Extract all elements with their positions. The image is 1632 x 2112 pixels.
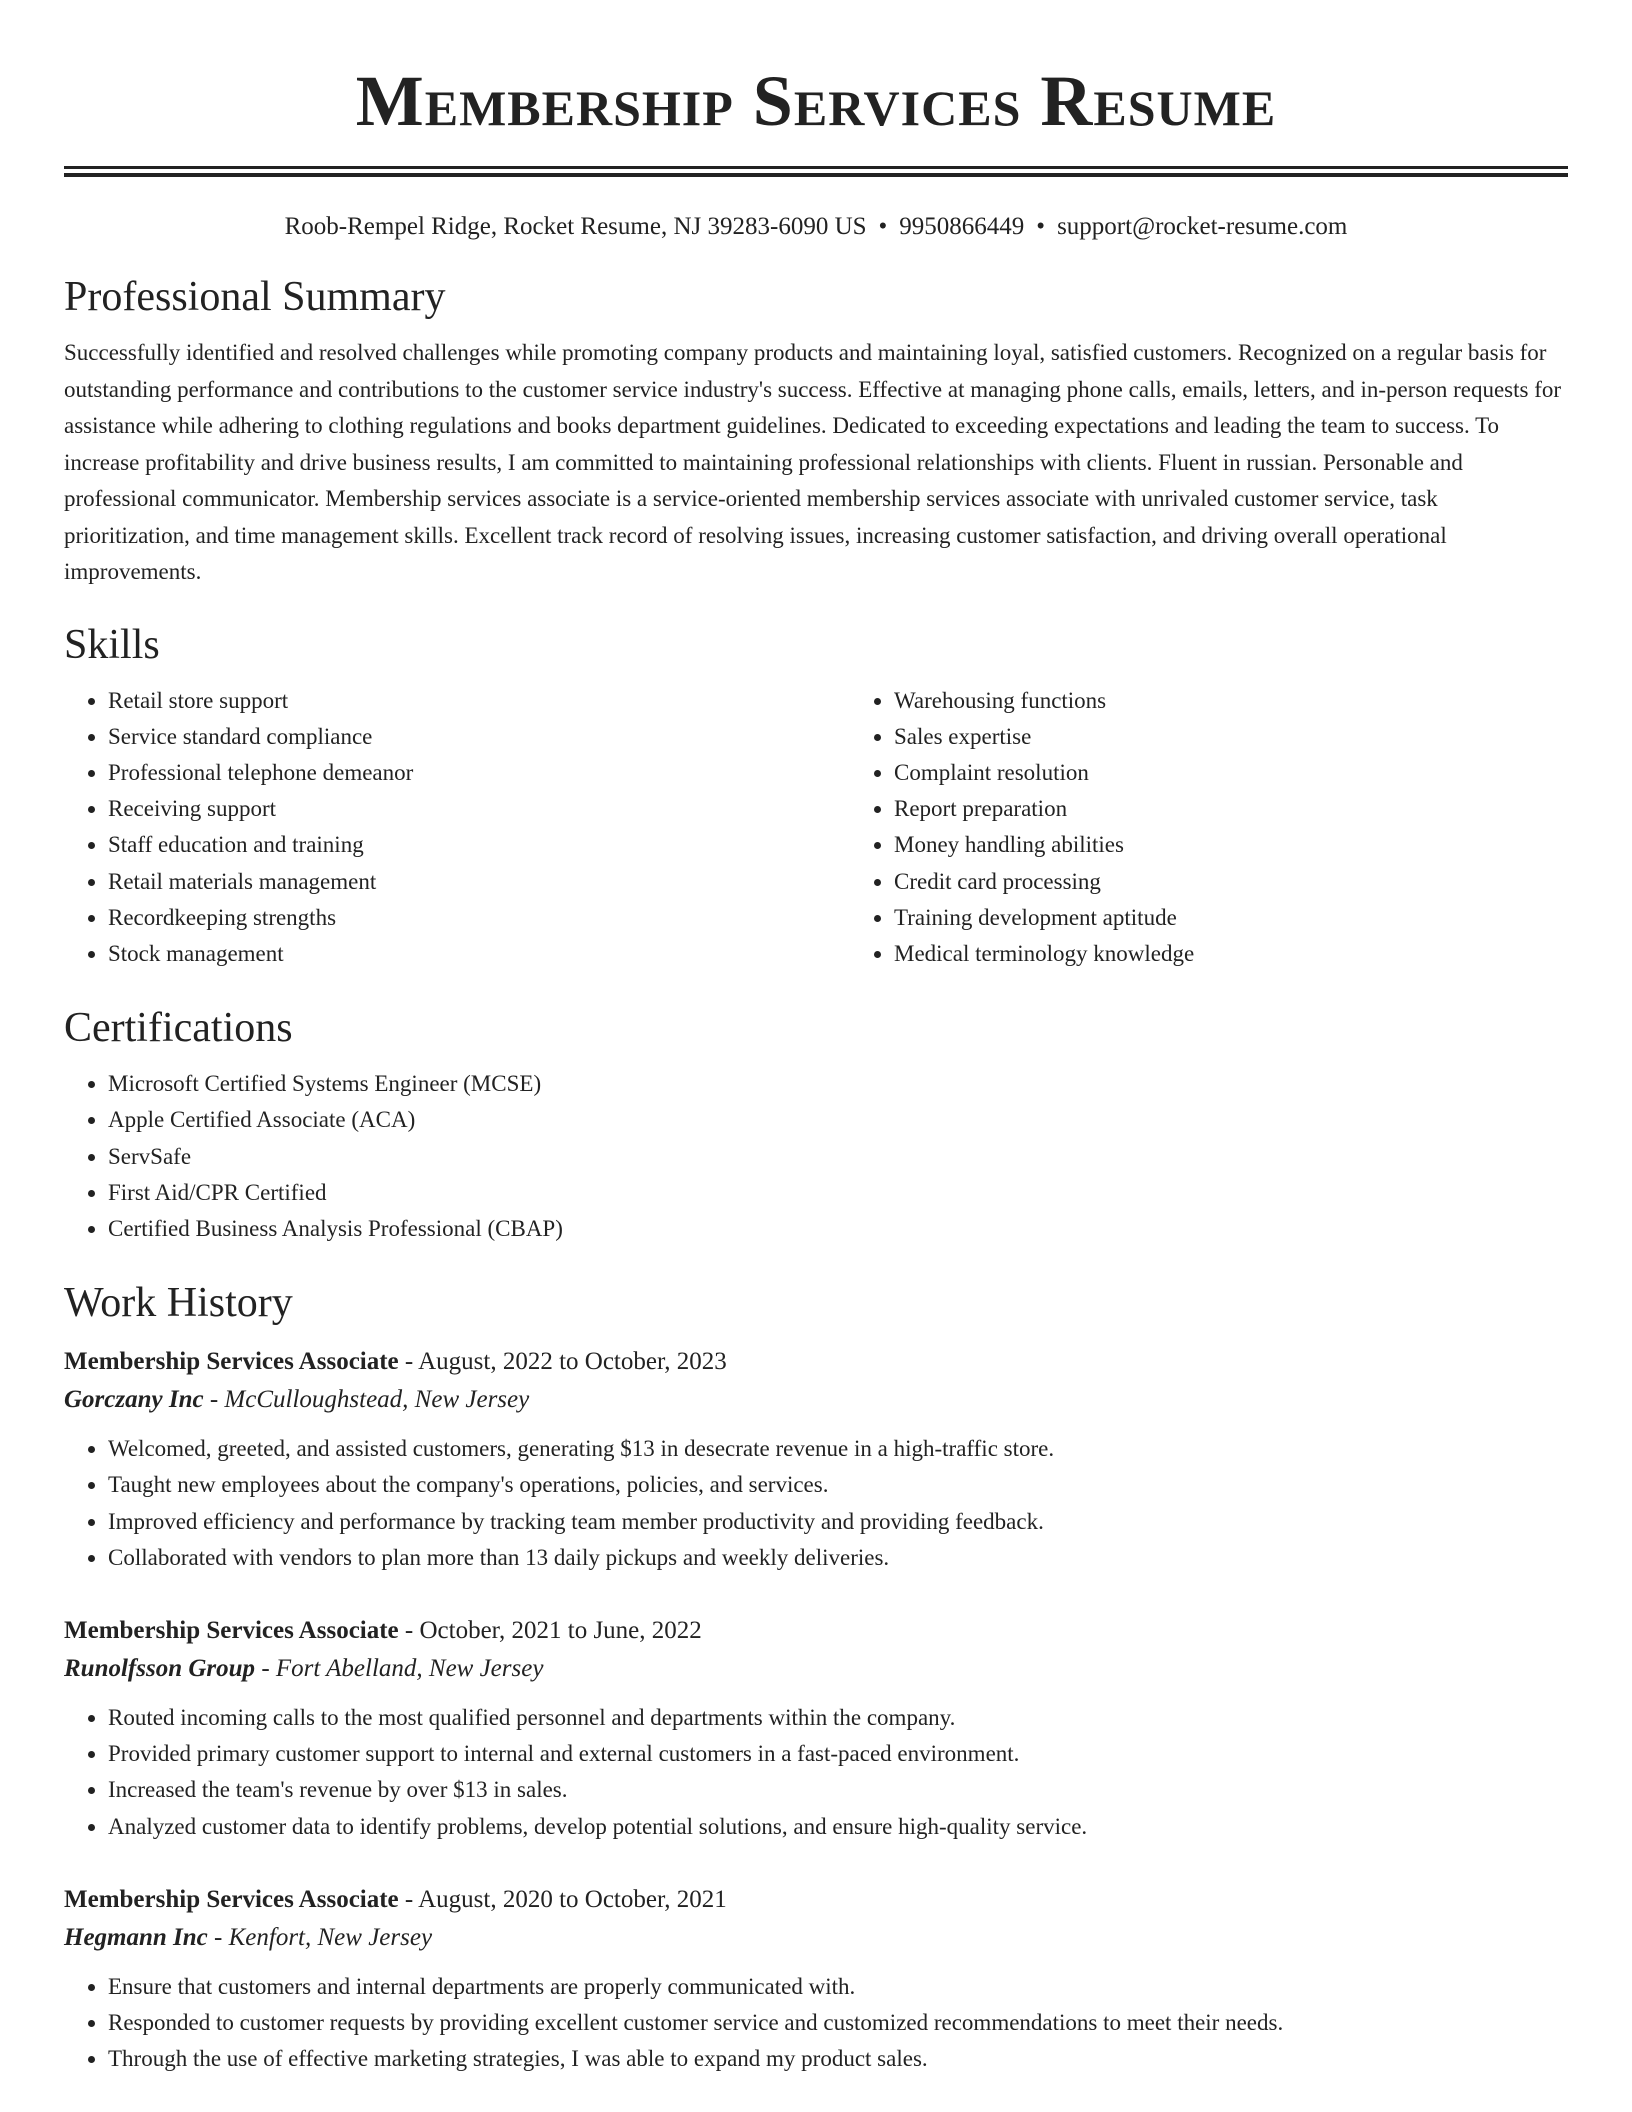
job-company: Hegmann Inc <box>64 1923 208 1951</box>
job-title-line <box>64 1612 1568 1650</box>
summary-section <box>64 271 1568 591</box>
certification-item: • Apple Certified Associate (ACA) <box>108 1102 1568 1138</box>
skill-item: • Money handling abilities <box>894 827 1632 863</box>
contact-separator: • <box>878 213 888 240</box>
skill-item: • Training development aptitude <box>894 900 1632 936</box>
certifications-section <box>64 1002 1568 1247</box>
job-duties-list <box>64 1700 1568 1845</box>
skill-item: • Sales expertise <box>894 719 1632 755</box>
job-entry <box>64 1343 1568 1576</box>
job-duties-list <box>64 1969 1568 2078</box>
skill-item: • Retail materials management <box>108 864 850 900</box>
skill-item: • Receiving support <box>108 791 850 827</box>
job-duty-item: • Improved efficiency and performance by tracking team member productivity and providing feedback. <box>108 1504 1568 1540</box>
certification-item: • First Aid/CPR Certified <box>108 1175 1568 1211</box>
summary-text: Successfully identified and resolved challenges while promoting company products and maintaining loyal, satisfied customers. Recognized on a regular basis for outstanding performance and contributions to the customer service industry's success. Effective at managing phone calls, emails, letters, and in-person requests for assistance while adhering to clothing regulations and books department guidelines. Dedicated to exceeding expectations and leading the team to success. To increase profitability and drive business results, I am committed to maintaining professional relationships with clients. Fluent in russian. Personable and professional communicator. Membership services associate is a service-oriented membership services associate with unrivaled customer service, task prioritization, and time management skills. Excellent track record of resolving issues, increasing customer satisfaction, and driving overall operational improvements. <box>64 340 1562 584</box>
skill-item: • Staff education and training <box>108 827 850 863</box>
skill-item: • Warehousing functions <box>894 683 1632 719</box>
skills-list-right <box>850 683 1632 973</box>
skill-item: • Professional telephone demeanor <box>108 755 850 791</box>
job-duty-item: • Through the use of effective marketing strategies, I was able to expand my product sales. <box>108 2041 1568 2077</box>
certifications-heading: Certifications <box>64 1005 293 1052</box>
skill-item: • Retail store support <box>108 683 850 719</box>
job-title-line <box>64 1343 1568 1381</box>
job-entry <box>64 1881 1568 2078</box>
job-company: Gorczany Inc <box>64 1386 204 1414</box>
job-duty-item: • Analyzed customer data to identify problems, develop potential solutions, and ensure high-quality service. <box>108 1809 1568 1845</box>
job-dates: - August, 2022 to October, 2023 <box>398 1348 727 1376</box>
skills-columns <box>64 683 1568 973</box>
contact-separator: • <box>1036 213 1046 240</box>
job-title-line <box>64 1881 1568 1919</box>
job-location: - Fort Abelland, New Jersey <box>255 1654 544 1682</box>
skills-heading: Skills <box>64 621 160 668</box>
job-duties-list <box>64 1431 1568 1576</box>
skills-section <box>64 619 1568 973</box>
job-duty-item: • Welcomed, greeted, and assisted customers, generating $13 in desecrate revenue in a high-traffic store. <box>108 1431 1568 1467</box>
job-dates: - October, 2021 to June, 2022 <box>398 1616 702 1644</box>
certification-item: • Microsoft Certified Systems Engineer (MCSE) <box>108 1066 1568 1102</box>
contact-email: support@rocket-resume.com <box>1057 213 1348 240</box>
skill-item: • Report preparation <box>894 791 1632 827</box>
job-role: Membership Services Associate <box>64 1885 399 1913</box>
contact-phone: 9950866449 <box>899 213 1025 240</box>
skill-item: • Stock management <box>108 936 850 972</box>
job-company-line <box>64 1919 1568 1957</box>
job-duty-item: • Routed incoming calls to the most qualified personnel and departments within the company. <box>108 1700 1568 1736</box>
page-title: Membership Services Resume <box>355 61 1277 141</box>
job-dates: - August, 2020 to October, 2021 <box>398 1885 727 1913</box>
skill-item: • Service standard compliance <box>108 719 850 755</box>
skill-item: • Complaint resolution <box>894 755 1632 791</box>
skill-item: • Medical terminology knowledge <box>894 936 1632 972</box>
job-role: Membership Services Associate <box>64 1348 399 1376</box>
job-location: - McCulloughstead, New Jersey <box>203 1386 530 1414</box>
job-role: Membership Services Associate <box>64 1616 399 1644</box>
work-history-heading: Work History <box>64 1280 293 1327</box>
job-entry <box>64 1612 1568 1845</box>
job-duty-item: • Ensure that customers and internal departments are properly communicated with. <box>108 1969 1568 2005</box>
contact-line <box>64 211 1568 243</box>
job-company-line <box>64 1381 1568 1419</box>
job-company-line <box>64 1650 1568 1688</box>
skills-list-left <box>64 683 850 973</box>
certification-item: • Certified Business Analysis Professional (CBAP) <box>108 1211 1568 1247</box>
skill-item: • Credit card processing <box>894 864 1632 900</box>
job-duty-item: • Taught new employees about the company's operations, policies, and services. <box>108 1467 1568 1503</box>
certification-item: • ServSafe <box>108 1139 1568 1175</box>
skill-item: • Recordkeeping strengths <box>108 900 850 936</box>
certifications-list <box>64 1066 1568 1247</box>
contact-address: Roob-Rempel Ridge, Rocket Resume, NJ 39283-6090 US <box>284 213 867 240</box>
title-divider <box>64 166 1568 177</box>
job-duty-item: • Provided primary customer support to internal and external customers in a fast-paced environment. <box>108 1736 1568 1772</box>
job-duty-item: • Increased the team's revenue by over $13 in sales. <box>108 1772 1568 1808</box>
summary-heading: Professional Summary <box>64 274 446 320</box>
job-duty-item: • Responded to customer requests by providing excellent customer service and customized recommendations to meet their needs. <box>108 2005 1568 2041</box>
job-location: - Kenfort, New Jersey <box>207 1923 433 1951</box>
job-duty-item: • Collaborated with vendors to plan more than 13 daily pickups and weekly deliveries. <box>108 1540 1568 1576</box>
work-history-section <box>64 1277 1568 2077</box>
job-company: Runolfsson Group <box>64 1654 256 1682</box>
